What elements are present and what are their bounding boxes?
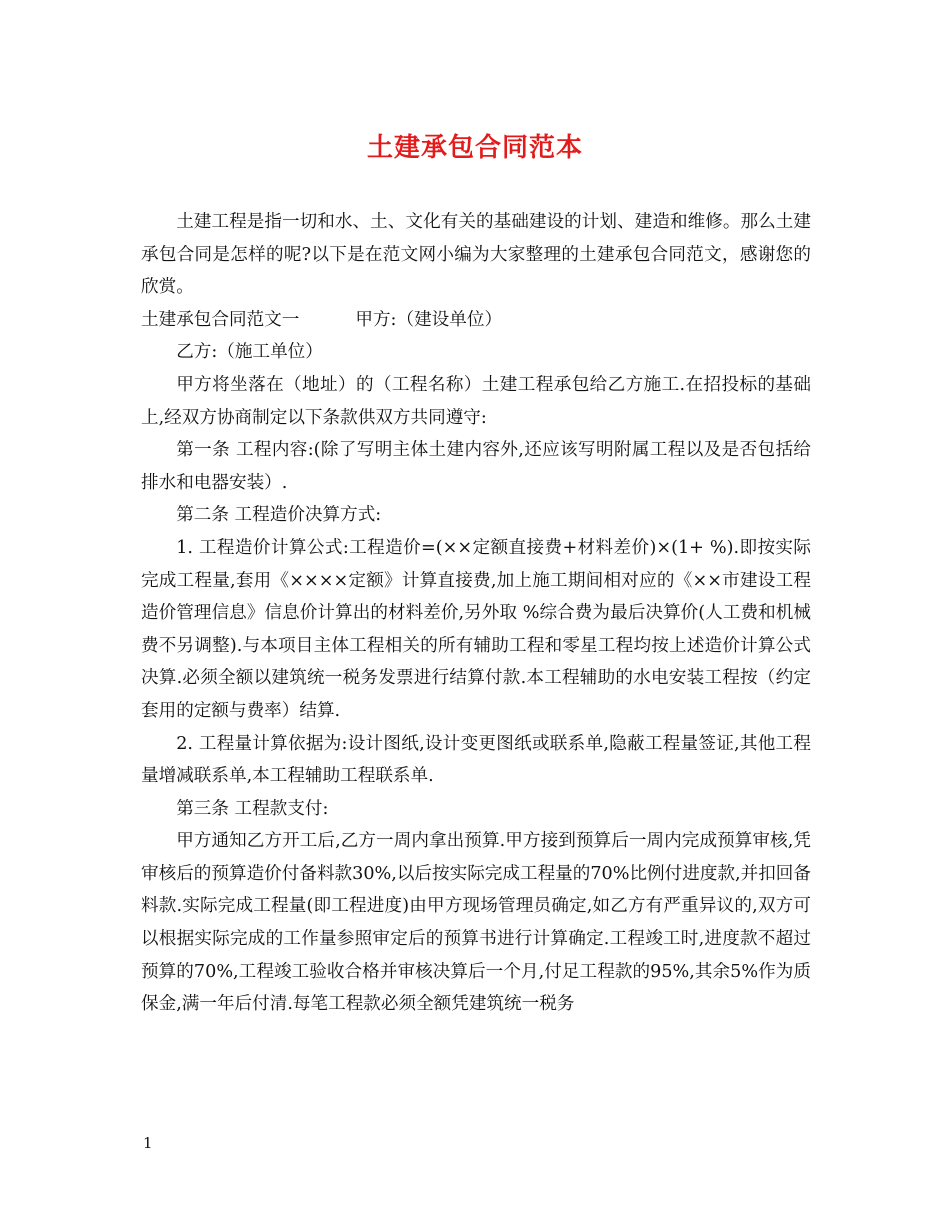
article-3-heading: 第三条 工程款支付:: [176, 798, 329, 819]
article-2-item-2: 2. 工程量计算依据为:设计图纸,设计变更图纸或联系单,隐蔽工程量签证,其他工程量增减联系单,本工程辅助工程联系单.: [141, 733, 811, 787]
article-3-paragraph: 甲方通知乙方开工后,乙方一周内拿出预算.甲方接到预算后一周内完成预算审核,凭审核后的预算造价付备料款30%,以后按实际完成工程量的70%比例付进度款,并扣回备料款.实际完成工程量(即工程进度)由甲方现场管理员确定,如乙方有严重异议的,双方可以根据实际完成的工作量参照审定后的预算书进行计算确定.工程竣工时,进度款不超过预算的70%,工程竣工验收合格并审核决算后一个月,付足工程款的95%,其余5%作为质保金,满一年后付清.每笔工程款必须全额凭建筑统一税务: [141, 831, 811, 1015]
intro-paragraph: 土建工程是指一切和水、土、文化有关的基础建设的计划、建造和维修。那么土建承包合同是怎样的呢?以下是在范文网小编为大家整理的土建承包合同范文，感谢您的欣赏。: [141, 212, 811, 298]
article-2-heading: 第二条 工程造价决算方式:: [176, 505, 382, 526]
article-2-item-1: 1. 工程造价计算公式:工程造价=(××定额直接费+材料差价)×(1+ %).即按实际完成工程量,套用《××××定额》计算直接费,加上施工期间相对应的《××市建设工程造价管理信息》信息价计算出的材料差价,另外取 %综合费为最后决算价(人工费和机械费不另调整).与本项目主体工程相关的所有辅助工程和零星工程均按上述造价计算公式决算.必须全额以建筑统一税务发票进行结算付款.本工程辅助的水电安装工程按（约定套用的定额与费率）结算.: [141, 537, 811, 721]
section-heading-line: [141, 304, 811, 337]
document-body: [141, 206, 811, 1021]
party-b-line: 乙方:（施工单位）: [176, 342, 323, 363]
preamble-paragraph: 甲方将坐落在（地址）的（工程名称）土建工程承包给乙方施工.在招投标的基础上,经双方协商制定以下条款供双方共同遵守:: [141, 374, 811, 428]
document-title: 土建承包合同范本: [366, 133, 583, 163]
article-1-paragraph: 第一条 工程内容:(除了写明主体土建内容外,还应该写明附属工程以及是否包括给排水和电器安装）.: [141, 440, 811, 493]
page-number: 1: [143, 1134, 153, 1152]
sample-heading: 土建承包合同范文一: [141, 309, 300, 330]
party-a-line: 甲方:（建设单位）: [355, 309, 503, 330]
